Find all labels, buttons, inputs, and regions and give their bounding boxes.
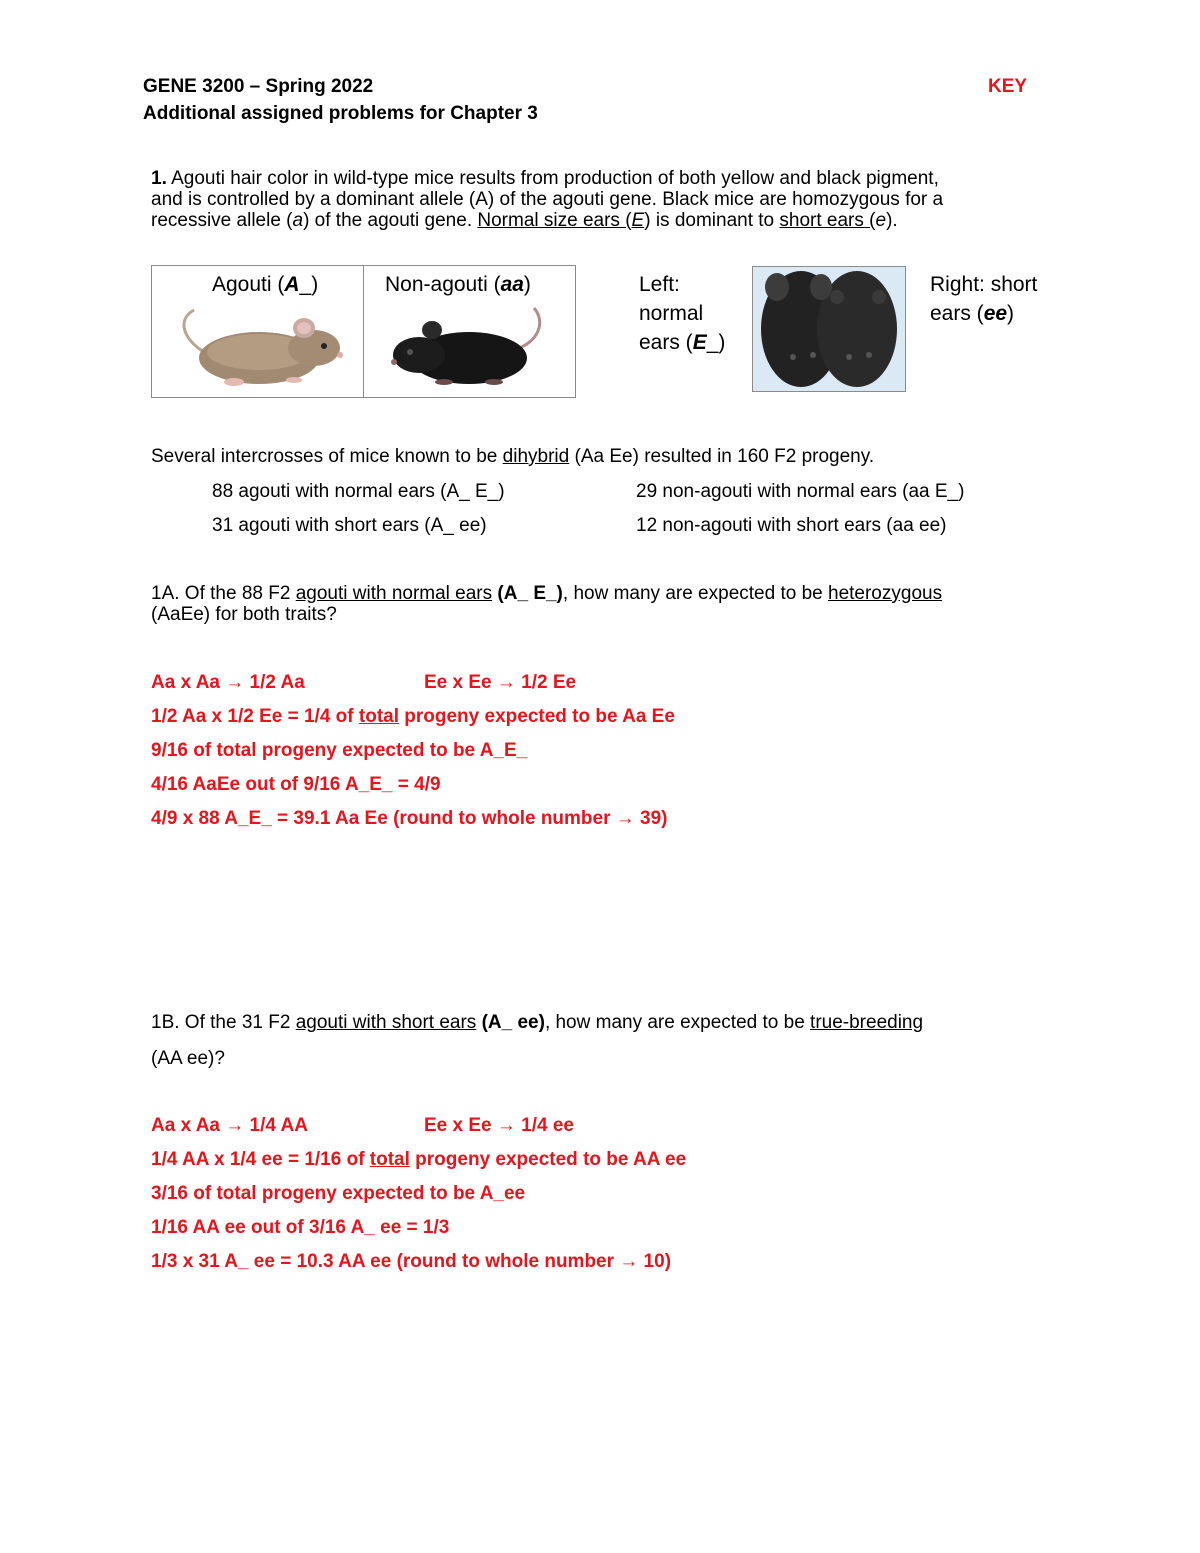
answer-1b-step5: 1/3 x 31 A_ ee = 10.3 AA ee (round to whole number → 10) [151, 1251, 672, 1272]
answer-1b-step4: 1/16 AA ee out of 3/16 A_ ee = 1/3 [151, 1217, 450, 1238]
question-1a: 1A. Of the 88 F2 agouti with normal ears (A_ E_), how many are expected to be heterozygous [151, 583, 943, 604]
course-title: GENE 3200 – Spring 2022 [143, 76, 374, 97]
agouti-mouse-image [164, 300, 354, 392]
ears-photo [752, 266, 906, 392]
answer-1a-step4: 4/16 AaEe out of 9/16 A_E_ = 4/9 [151, 774, 441, 795]
question-1b: 1B. Of the 31 F2 agouti with short ears (A_ ee), how many are expected to be true-breeding [151, 1012, 924, 1033]
non-agouti-mouse-image [374, 300, 564, 392]
progeny-class-4: 12 non-agouti with short ears (aa ee) [636, 515, 947, 536]
agouti-label: Agouti (A_) [212, 273, 319, 296]
progeny-class-2: 29 non-agouti with normal ears (aa E_) [636, 481, 965, 502]
answer-1b-step1-right: Ee x Ee → 1/4 ee [424, 1115, 574, 1136]
problem-1-line3: recessive allele (a) of the agouti gene. Normal size ears (E) is dominant to short ears (e). [151, 210, 898, 231]
question-1b-line2: (AA ee)? [151, 1048, 225, 1069]
answer-1a-step5: 4/9 x 88 A_E_ = 39.1 Aa Ee (round to whole number → 39) [151, 808, 668, 829]
answer-1a-step3: 9/16 of total progeny expected to be A_E_ [151, 740, 528, 761]
right-ears-label: Right: short ears (ee) [930, 273, 1038, 325]
assignment-subtitle: Additional assigned problems for Chapter 3 [143, 103, 538, 124]
non-agouti-label: Non-agouti (aa) [385, 273, 531, 296]
answer-1b-step1-left: Aa x Aa → 1/4 AA [151, 1115, 308, 1136]
figure-divider [363, 266, 364, 397]
problem-number: 1. [151, 168, 167, 189]
left-ears-label: Left: normal ears (E_) [639, 273, 726, 354]
problem-1-line2: and is controlled by a dominant allele (A) of the agouti gene. Black mice are homozygous for a [151, 189, 944, 210]
answer-1a-step1-right: Ee x Ee → 1/2 Ee [424, 672, 577, 693]
key-label: KEY [988, 76, 1028, 97]
answer-1b-step2: 1/4 AA x 1/4 ee = 1/16 of total progeny expected to be AA ee [151, 1149, 687, 1170]
problem-1-line1: Agouti hair color in wild-type mice results from production of both yellow and black pigment, [171, 168, 939, 189]
progeny-class-3: 31 agouti with short ears (A_ ee) [212, 515, 487, 536]
question-1a-line2: (AaEe) for both traits? [151, 604, 337, 625]
ear-comparison-mice-image [753, 267, 905, 391]
progeny-class-1: 88 agouti with normal ears (A_ E_) [212, 481, 505, 502]
coat-color-figure [151, 265, 576, 398]
problem-1-text [151, 168, 1071, 231]
cross-intro: Several intercrosses of mice known to be dihybrid (Aa Ee) resulted in 160 F2 progeny. [151, 446, 875, 467]
answer-1b-step3: 3/16 of total progeny expected to be A_ee [151, 1183, 526, 1204]
answer-1a-step1-left: Aa x Aa → 1/2 Aa [151, 672, 305, 693]
answer-1a-step2: 1/2 Aa x 1/2 Ee = 1/4 of total progeny expected to be Aa Ee [151, 706, 675, 727]
